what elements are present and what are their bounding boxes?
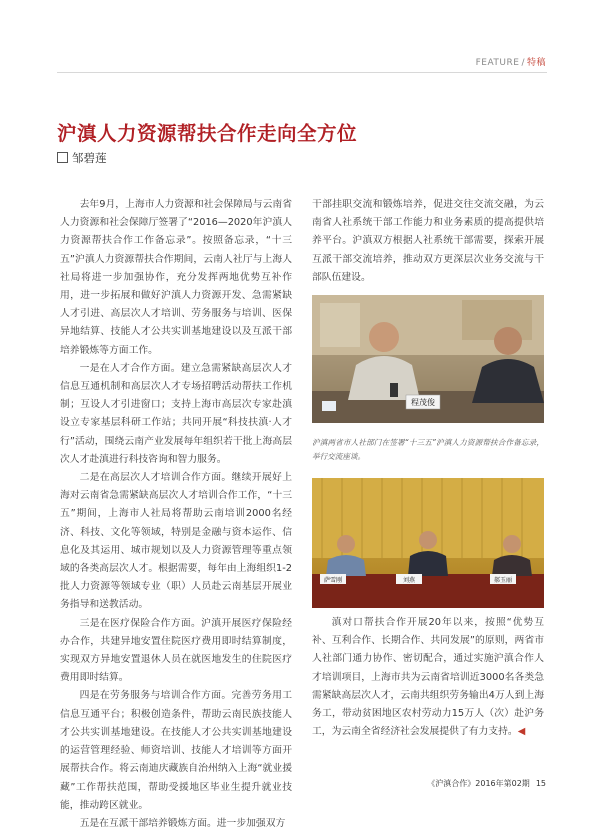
- article-title: 沪滇人力资源帮扶合作走向全方位: [57, 122, 358, 145]
- paragraph: 三是在医疗保险合作方面。沪滇开展医疗保险经办合作，共建异地安置住院医疗费用即时结算制度，实现双方异地安置退休人员在就医地发生的住院医疗费用即时结算。: [60, 617, 292, 684]
- section-tag-zh: 特稿: [526, 58, 546, 68]
- page-footer: [427, 778, 546, 789]
- section-tag-slash: /: [521, 58, 525, 68]
- footer-magazine: 《沪滇合作》2016年第02期: [427, 779, 530, 788]
- paragraph: 去年9月，上海市人力资源和社会保障局与云南省人力资源和社会保障厅签署了“2016—2020年沪滇人力资源帮扶合作工作备忘录”。按照备忘录，“十三五”沪滇人力资源帮扶合作期间，云南人社厅与上海人社局将进一步加强协作，充分发挥两地优势互补作用，进一步拓展和做好沪滇人力资源开发、急需紧缺人才引进、高层次人才培训、劳务服务与培训、医保异地结算、技能人才公共实训基地建设以及互派干部培养锻炼等方面工作。: [60, 199, 292, 356]
- author-box-icon: [57, 152, 68, 163]
- paragraph: [312, 614, 544, 741]
- paragraph-text: 滇对口帮扶合作开展20年以来，按照“优势互补、互利合作、长期合作、共同发展”的原则，两省市人社部门通力协作、密切配合，通过实施沪滇合作人才培训项目，上海市共为云南省培训近3000名各类急需紧缺高层次人才，云南共组织劳务输出4万人到上海务工，带动贫困地区农村劳动力15万人（次）赴沪务工，为云南全省经济社会发展提供了有力支持。: [312, 617, 544, 738]
- section-tag: [476, 55, 546, 68]
- paragraph: 一是在人才合作方面。建立急需紧缺高层次人才信息互通机制和高层次人才专场招聘活动帮扶工作机制；互设人才引进窗口；支持上海市高层次专家赴滇设立专家基层科研工作站；共同开展“科技扶滇·人才行”活动，围绕云南产业发展每年组织若干批上海高层次人才赴滇进行科技咨询和智力服务。: [60, 362, 292, 465]
- section-tag-en: FEATURE: [475, 58, 520, 68]
- nameplate-1: 程茂俊: [411, 398, 435, 407]
- paragraph: 二是在高层次人才培训合作方面。继续开展好上海对云南省急需紧缺高层次人才培训合作工作，“十三五”期间，上海市人社局将帮助云南培训2000名经济、科技、文化等领域，特别是金融与资本运作、信息化及其运用、城市规划以及人力资源管理等重点领域的各类高层次人才。根据需要，每年由上海组织1-2批人力资源等领域专业（职）人员赴云南基层开展业务指导和送教活动。: [60, 472, 292, 611]
- column-left: [60, 196, 292, 833]
- author-name: 邹碧莲: [72, 151, 107, 165]
- meeting-photo-2-illustration: [312, 478, 544, 608]
- end-mark-icon: ◀: [517, 726, 526, 738]
- nameplate-2a: 萨雪刚: [323, 577, 343, 584]
- meeting-photo-1-illustration: [312, 295, 544, 423]
- column-right-top: [312, 196, 544, 287]
- column-right-bottom: [312, 614, 544, 741]
- nameplate-2b: 刘燕: [402, 577, 416, 584]
- page-number: 15: [535, 779, 546, 788]
- photo-caption: 沪滇两省市人社部门在签署“十三五”沪滇人力资源帮扶合作备忘录，举行交流座谈。: [312, 438, 544, 461]
- nameplate-2c: 郝玉丽: [493, 577, 513, 584]
- paragraph: 五是在互派干部培养锻炼方面。进一步加强双方: [79, 817, 286, 829]
- meeting-photo-1: [312, 295, 544, 423]
- header-rule: [57, 72, 547, 73]
- meeting-photo-2: [312, 478, 544, 608]
- author-line: [57, 150, 107, 166]
- paragraph: 四是在劳务服务与培训合作方面。完善劳务用工信息互通平台；积极创造条件，帮助云南民族技能人才公共实训基地建设。在技能人才公共实训基地建设的运营管理经验、师资培训、技能人才培训等方面开展帮扶合作。将云南迪庆藏族自治州纳入上海“就业援藏”工作帮扶范围，帮助受援地区毕业生提升就业技能，推动跨区就业。: [60, 690, 292, 811]
- paragraph: 干部挂职交流和锻炼培养，促进交往交流交融，为云南省人社系统干部工作能力和业务素质的提高提供培养平台。沪滇双方根据人社系统干部需要，探索开展互派干部交流培养，推动双方更深层次业务交流与干部队伍建设。: [312, 199, 544, 283]
